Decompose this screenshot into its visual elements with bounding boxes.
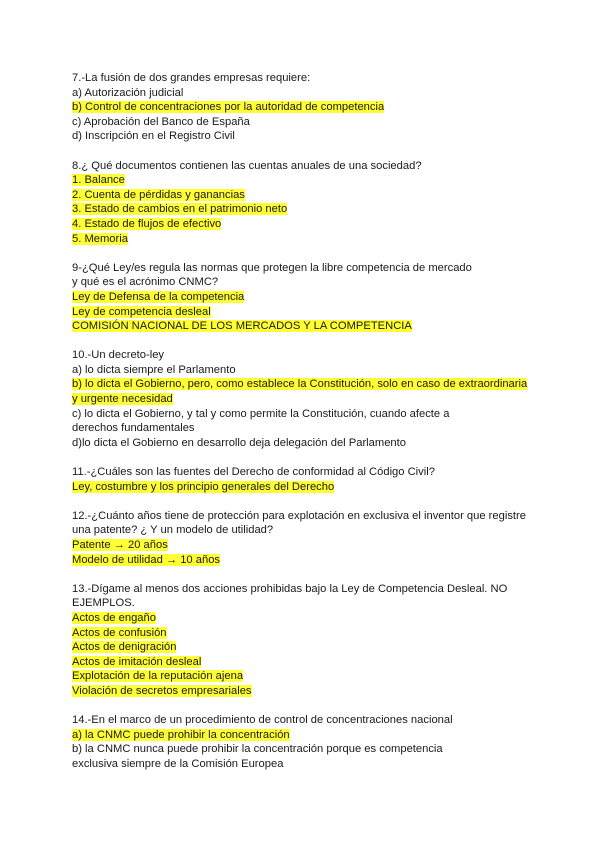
answer-line <box>72 757 542 772</box>
highlighted-text: Ley de competencia desleal <box>72 305 211 318</box>
question-text <box>72 71 542 86</box>
question-text <box>72 348 542 363</box>
answer-line <box>72 523 542 538</box>
answer-line <box>72 392 542 407</box>
answer-line <box>72 669 542 684</box>
question-block-q10 <box>72 348 542 450</box>
answer-line <box>72 86 542 101</box>
highlighted-text: Actos de imitación desleal <box>72 655 202 668</box>
question-spacer <box>72 450 542 465</box>
answer-line <box>72 655 542 670</box>
answer-line <box>72 742 542 757</box>
line-text: 10.-Un decreto-ley <box>72 349 165 362</box>
highlighted-text: Actos de engaño <box>72 611 156 624</box>
highlighted-text: Ley de Defensa de la competencia <box>72 290 245 303</box>
line-text: exclusiva siempre de la Comisión Europea <box>72 757 284 770</box>
line-text: a) lo dicta siempre el Parlamento <box>72 363 236 376</box>
answer-line <box>72 538 542 553</box>
answer-line <box>72 728 542 743</box>
highlighted-text: 1. Balance <box>72 174 125 187</box>
highlighted-text: Actos de confusión <box>72 626 167 639</box>
answer-line <box>72 202 542 217</box>
question-block-q13 <box>72 582 542 699</box>
question-text <box>72 159 542 174</box>
line-text: d)lo dicta el Gobierno en desarrollo deja delegación del Parlamento <box>72 436 406 449</box>
answer-line <box>72 421 542 436</box>
question-block-q9 <box>72 261 542 334</box>
question-block-q14 <box>72 713 542 771</box>
question-text <box>72 261 542 276</box>
answer-line <box>72 290 542 305</box>
line-text: c) Aprobación del Banco de España <box>72 115 250 128</box>
question-text <box>72 509 542 524</box>
question-text <box>72 713 542 728</box>
line-text: 12.-¿Cuánto años tiene de protección para explotación en exclusiva el inventor que registre <box>72 509 526 522</box>
answer-line <box>72 553 542 568</box>
answer-line <box>72 319 542 334</box>
answer-line <box>72 217 542 232</box>
highlighted-text: 4. Estado de flujos de efectivo <box>72 217 222 230</box>
highlighted-text: Explotación de la reputación ajena <box>72 670 244 683</box>
answer-line <box>72 436 542 451</box>
line-text: 9-¿Qué Ley/es regula las normas que protegen la libre competencia de mercado <box>72 261 472 274</box>
line-text: y qué es el acrónimo CNMC? <box>72 276 219 289</box>
question-spacer <box>72 144 542 159</box>
answer-line <box>72 611 542 626</box>
answer-line <box>72 232 542 247</box>
answer-line <box>72 129 542 144</box>
highlighted-text: 2. Cuenta de pérdidas y ganancias <box>72 188 245 201</box>
answer-line <box>72 596 542 611</box>
question-block-q11 <box>72 465 542 494</box>
line-text: 11.-¿Cuáles son las fuentes del Derecho de conformidad al Código Civil? <box>72 466 435 479</box>
answer-line <box>72 275 542 290</box>
highlighted-text: COMISIÓN NACIONAL DE LOS MERCADOS Y LA COMPETENCIA <box>72 320 412 333</box>
answer-line <box>72 188 542 203</box>
answer-line <box>72 626 542 641</box>
line-text: a) Autorización judicial <box>72 86 184 99</box>
highlighted-text: b) lo dicta el Gobierno, pero, como establece la Constitución, solo en caso de extraordinaria <box>72 378 528 391</box>
highlighted-text: Modelo de utilidad → 10 años <box>72 553 221 566</box>
question-block-q7 <box>72 71 542 144</box>
question-block-q8 <box>72 159 542 247</box>
highlighted-text: a) la CNMC puede prohibir la concentración <box>72 728 290 741</box>
highlighted-text: 5. Memoria <box>72 232 128 245</box>
question-text <box>72 465 542 480</box>
highlighted-text: Actos de denigración <box>72 641 177 654</box>
highlighted-text: y urgente necesidad <box>72 393 173 406</box>
line-text: 13.-Dígame al menos dos acciones prohibidas bajo la Ley de Competencia Desleal. NO <box>72 582 508 595</box>
answer-line <box>72 407 542 422</box>
question-spacer <box>72 494 542 509</box>
exam-page <box>72 71 542 772</box>
line-text: 14.-En el marco de un procedimiento de control de concentraciones nacional <box>72 714 453 727</box>
line-text: 8.¿ Qué documentos contienen las cuentas anuales de una sociedad? <box>72 159 422 172</box>
answer-line <box>72 305 542 320</box>
line-text: derechos fundamentales <box>72 422 195 435</box>
answer-line <box>72 640 542 655</box>
answer-line <box>72 173 542 188</box>
answer-line <box>72 480 542 495</box>
line-text: d) Inscripción en el Registro Civil <box>72 130 235 143</box>
question-spacer <box>72 246 542 261</box>
answer-line <box>72 363 542 378</box>
highlighted-text: Patente → 20 años <box>72 539 168 551</box>
highlighted-text: Violación de secretos empresariales <box>72 684 252 697</box>
question-text <box>72 582 542 597</box>
answer-line <box>72 115 542 130</box>
question-block-q12 <box>72 509 542 567</box>
line-text: c) lo dicta el Gobierno, y tal y como permite la Constitución, cuando afecte a <box>72 407 450 420</box>
question-spacer <box>72 567 542 582</box>
highlighted-text: b) Control de concentraciones por la autoridad de competencia <box>72 101 385 114</box>
question-spacer <box>72 334 542 349</box>
question-spacer <box>72 699 542 714</box>
line-text: EJEMPLOS. <box>72 597 135 610</box>
answer-line <box>72 684 542 699</box>
answer-line <box>72 100 542 115</box>
highlighted-text: Ley, costumbre y los principio generales del Derecho <box>72 480 335 493</box>
highlighted-text: 3. Estado de cambios en el patrimonio neto <box>72 203 288 216</box>
answer-line <box>72 377 542 392</box>
line-text: 7.-La fusión de dos grandes empresas requiere: <box>72 72 311 84</box>
line-text: b) la CNMC nunca puede prohibir la concentración porque es competencia <box>72 743 443 756</box>
line-text: una patente? ¿ Y un modelo de utilidad? <box>72 524 274 537</box>
